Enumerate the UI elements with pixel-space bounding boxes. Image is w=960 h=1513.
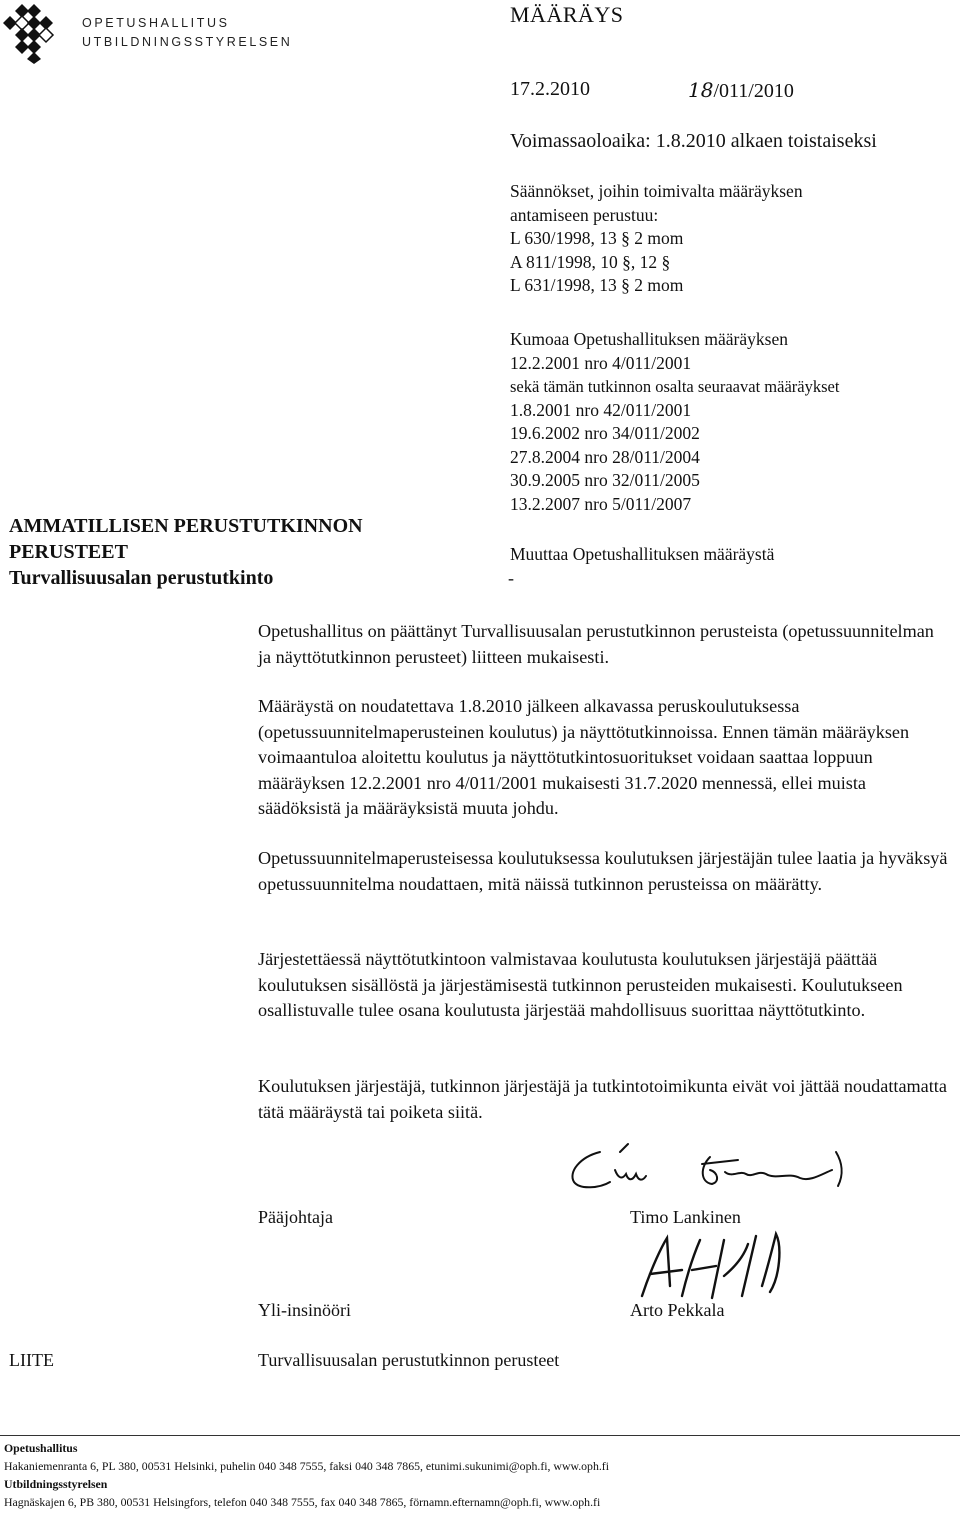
signatory-name: Arto Pekkala [630, 1300, 725, 1320]
footer-org-fi: Opetushallitus [4, 1441, 78, 1455]
regulations-line: Säännökset, joihin toimivalta määräyksen [510, 181, 803, 201]
signatory-title: Yli-insinööri [258, 1300, 351, 1320]
amends-dash: - [508, 568, 514, 588]
qualification-line: AMMATILLISEN PERUSTUTKINNON [9, 515, 363, 537]
footer-org-sv: Utbildningsstyrelsen [4, 1477, 108, 1491]
oph-logo-icon [2, 2, 74, 64]
repeals-line: 13.2.2007 nro 5/011/2007 [510, 493, 692, 514]
paragraph: Opetushallitus on päättänyt Turvallisuusalan perustutkinnon perusteista (opetussuunnitelman ja näyttötutkinnon perusteet) liitteen mukaisesti. [258, 621, 934, 667]
repeals-line: 27.8.2004 nro 28/011/2004 [510, 446, 700, 467]
regulations-line: L 630/1998, 13 § 2 mom [510, 228, 684, 248]
qualification-title [9, 513, 363, 591]
signatory-name: Timo Lankinen [630, 1207, 741, 1227]
repeals-line: sekä tämän tutkinnon osalta seuraavat määräykset [510, 377, 840, 396]
footer-address-sv: Hagnäskajen 6, PB 380, 00531 Helsingfors, telefon 040 348 7555, fax 040 348 7865, förnamn.efternamn@oph.fi, www.oph.fi [4, 1495, 601, 1509]
document-number [688, 78, 794, 103]
repeals-line: 19.6.2002 nro 34/011/2002 [510, 423, 700, 443]
footer-divider [0, 1435, 960, 1436]
qualification-line: Turvallisuusalan perustutkinto [9, 567, 274, 589]
amends-line: Muuttaa Opetushallituksen määräystä [510, 544, 775, 564]
signatory-title: Pääjohtaja [258, 1207, 333, 1227]
signature-chief-engineer [612, 1226, 812, 1306]
paragraph: Määräystä on noudatettava 1.8.2010 jälkeen alkavassa peruskoulutuksessa (opetussuunnitelmaperusteinen koulutus) ja näyttötutkinnoissa. Ennen tämän määräyksen voimaantuloa aloitettu koulutus ja näyttötutkintosuoritukset voidaan saattaa loppuun määräyksen 12.2.2001 nro 4/011/2001 mukaisesti 31.7.2020 mennessä, ellei muista säädöksistä ja määräyksistä muuta johdu. [258, 696, 910, 818]
repeals-line: 1.8.2001 nro 42/011/2001 [510, 399, 692, 420]
repeals-line: Kumoaa Opetushallituksen määräyksen [510, 329, 788, 349]
validity-period: Voimassaoloaika: 1.8.2010 alkaen toistaiseksi [510, 130, 877, 152]
regulations-line: antamiseen perustuu: [510, 204, 659, 225]
regulations-line: L 631/1998, 13 § 2 mom [510, 275, 684, 295]
repeals-line: 12.2.2001 nro 4/011/2001 [510, 352, 692, 373]
qualification-line: PERUSTEET [9, 541, 128, 563]
annex-label: LIITE [9, 1350, 54, 1370]
document-number-rest: /011/2010 [713, 80, 794, 102]
regulations-block [510, 180, 803, 298]
paragraph: Järjestettäessä näyttötutkintoon valmistavaa koulutusta koulutuksen järjestäjä päättää koulutuksen sisällöstä ja järjestämisestä tutkinnon perusteiden mukaisesti. Koulutukseen osallistuvalle tulee osana koulutusta järjestää mahdollisuus suorittaa näyttötutkinto. [258, 949, 903, 1020]
footer-address-fi: Hakaniemenranta 6, PL 380, 00531 Helsinki, puhelin 040 348 7555, faksi 040 348 7865, etunimi.sukunimi@oph.fi, www.oph.fi [4, 1459, 610, 1473]
document-number-handwritten: 18 [688, 78, 714, 102]
repeals-line: 30.9.2005 nro 32/011/2005 [510, 470, 700, 490]
paragraph: Opetussuunnitelmaperusteisessa koulutuksessa koulutuksen järjestäjän tulee laatia ja hyväksyä opetussuunnitelma noudattaen, mitä näissä tutkinnon perusteissa on määrätty. [258, 848, 948, 894]
repeals-block [510, 328, 839, 516]
org-name-fi: OPETUSHALLITUS [82, 16, 230, 30]
document-type: MÄÄRÄYS [510, 2, 624, 27]
org-name-sv: UTBILDNINGSSTYRELSEN [82, 35, 293, 49]
paragraph: Koulutuksen järjestäjä, tutkinnon järjestäjä ja tutkintotoimikunta eivät voi jättää noudattamatta tätä määräystä tai poiketa siitä. [258, 1076, 947, 1122]
signature-director-general [560, 1112, 860, 1222]
document-date: 17.2.2010 [510, 78, 590, 100]
regulations-line: A 811/1998, 10 §, 12 § [510, 251, 671, 272]
annex-title: Turvallisuusalan perustutkinnon perusteet [258, 1350, 560, 1370]
